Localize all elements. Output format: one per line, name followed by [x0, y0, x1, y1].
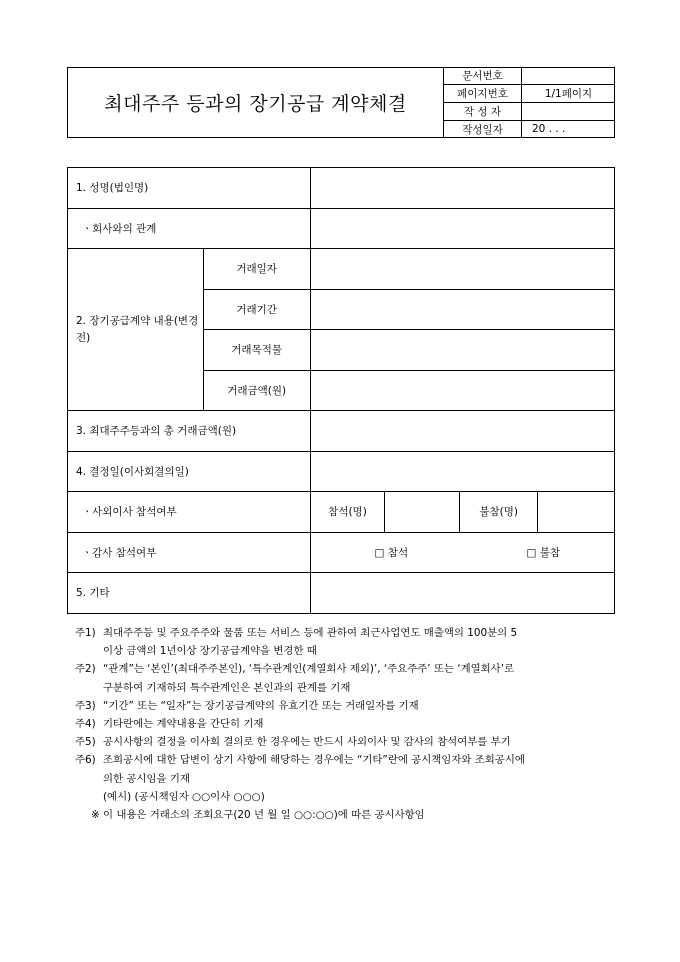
- form-row-outside-director: [68, 492, 615, 533]
- absent-count-label: 불참(명): [460, 492, 538, 533]
- total-amount-value[interactable]: [310, 411, 614, 452]
- doc-number-row: [444, 67, 616, 84]
- form-row-name: [68, 168, 615, 209]
- note-text: 기타란에는 계약내용을 간단히 기재: [103, 718, 264, 731]
- auditor-absent-checkbox[interactable]: □ 불참: [526, 546, 561, 559]
- other-value[interactable]: [310, 573, 614, 614]
- note-line: [75, 624, 620, 642]
- note-key: [75, 770, 103, 788]
- note-line: [75, 751, 620, 769]
- decision-date-value[interactable]: [310, 451, 614, 492]
- note-text: 구분하여 기재하되 특수관계인은 본인과의 관계를 기재: [103, 681, 351, 694]
- name-value[interactable]: [310, 168, 614, 209]
- note-text: 공시사항의 결정을 이사회 결의로 한 경우에는 반드시 사외이사 및 감사의 참석여부를 부기: [103, 736, 511, 749]
- note-line: [75, 770, 620, 788]
- note-key: [75, 642, 103, 660]
- note-key: [75, 679, 103, 697]
- other-label: 5. 기타: [68, 573, 311, 614]
- note-key: 주6): [75, 754, 96, 767]
- note-text: “관계”는 ‘본인’(최대주주본인), ‘특수관계인(계열회사 제외)’, ‘주요주주’ 또는 ‘계열회사’로: [103, 663, 515, 676]
- note-line: [75, 660, 620, 678]
- form-row-trade-date: [68, 249, 615, 290]
- note-text: 이상 금액의 1년이상 장기공급계약을 변경한 때: [103, 645, 317, 658]
- page-number-row: [444, 84, 616, 102]
- document-title: 최대주주 등과의 장기공급 계약체결: [104, 93, 407, 115]
- decision-date-label: 4. 결정일(이사회결의일): [68, 451, 311, 492]
- note-text: 조회공시에 대한 답변이 상기 사항에 해당하는 경우에는 “기타”란에 공시책임자와 조회공시에: [103, 754, 525, 767]
- doc-number-value[interactable]: [522, 67, 616, 84]
- relation-label: ㆍ회사와의 관계: [68, 208, 311, 249]
- contract-form-table: [67, 167, 615, 614]
- date-label: 작성일자: [444, 120, 522, 138]
- note-line: [75, 733, 620, 751]
- note-key: [75, 788, 103, 806]
- footnote: ※ 이 내용은 거래소의 조회요구(20 년 월 일 ○○:○○)에 따른 공시사항임: [91, 809, 425, 822]
- note-line: [75, 697, 620, 715]
- attend-count-label: 참석(명): [310, 492, 385, 533]
- auditor-options: [310, 532, 614, 573]
- form-row-auditor: [68, 532, 615, 573]
- trade-amount-value[interactable]: [310, 370, 614, 411]
- auditor-label: ㆍ감사 참석여부: [68, 532, 311, 573]
- date-value[interactable]: 20 . . .: [522, 120, 616, 138]
- outside-director-label: ㆍ사외이사 참석여부: [68, 492, 311, 533]
- form-row-relation: [68, 208, 615, 249]
- auditor-attend-checkbox[interactable]: □ 참석: [374, 546, 409, 559]
- note-key: 주3): [75, 699, 96, 712]
- total-amount-label: 3. 최대주주등과의 총 거래금액(원): [68, 411, 311, 452]
- attend-count-value[interactable]: [385, 492, 460, 533]
- note-text: 최대주주등 및 주요주주와 물품 또는 서비스 등에 관하여 최근사업연도 매출액의 100분의 5: [103, 627, 518, 639]
- author-row: [444, 102, 616, 120]
- trade-period-label: 거래기간: [203, 289, 310, 330]
- note-text: “기간” 또는 “일자”는 장기공급계약의 유효기간 또는 거래일자를 기재: [103, 699, 419, 712]
- note-key: 주2): [75, 663, 96, 676]
- name-label: 1. 성명(법인명): [68, 168, 311, 209]
- document-info-table: [443, 67, 615, 138]
- trade-date-value[interactable]: [310, 249, 614, 290]
- note-text: (예시) (공시책임자 ○○이사 ○○○): [103, 790, 265, 803]
- form-row-total-amount: [68, 411, 615, 452]
- trade-object-label: 거래목적물: [203, 330, 310, 371]
- note-line: [75, 715, 620, 733]
- date-row: [444, 120, 616, 138]
- page-number-label: 페이지번호: [444, 84, 522, 102]
- relation-value[interactable]: [310, 208, 614, 249]
- note-line: [75, 679, 620, 697]
- doc-number-label: 문서번호: [444, 67, 522, 84]
- note-line: [75, 642, 620, 660]
- note-line: [75, 788, 620, 806]
- note-key: 주5): [75, 736, 96, 749]
- page-number-value: 1/1페이지: [522, 84, 616, 102]
- trade-amount-label: 거래금액(원): [203, 370, 310, 411]
- note-key: 주1): [75, 627, 96, 639]
- trade-object-value[interactable]: [310, 330, 614, 371]
- note-key: 주4): [75, 718, 96, 731]
- contract-content-label: 2. 장기공급계약 내용(변경전): [68, 249, 204, 411]
- absent-count-value[interactable]: [538, 492, 615, 533]
- form-row-decision-date: [68, 451, 615, 492]
- form-row-other: [68, 573, 615, 614]
- note-text: 의한 공시임을 기재: [103, 772, 190, 785]
- trade-date-label: 거래일자: [203, 249, 310, 290]
- trade-period-value[interactable]: [310, 289, 614, 330]
- author-label: 작 성 자: [444, 102, 522, 120]
- notes-section: [75, 624, 620, 824]
- author-value[interactable]: [522, 102, 616, 120]
